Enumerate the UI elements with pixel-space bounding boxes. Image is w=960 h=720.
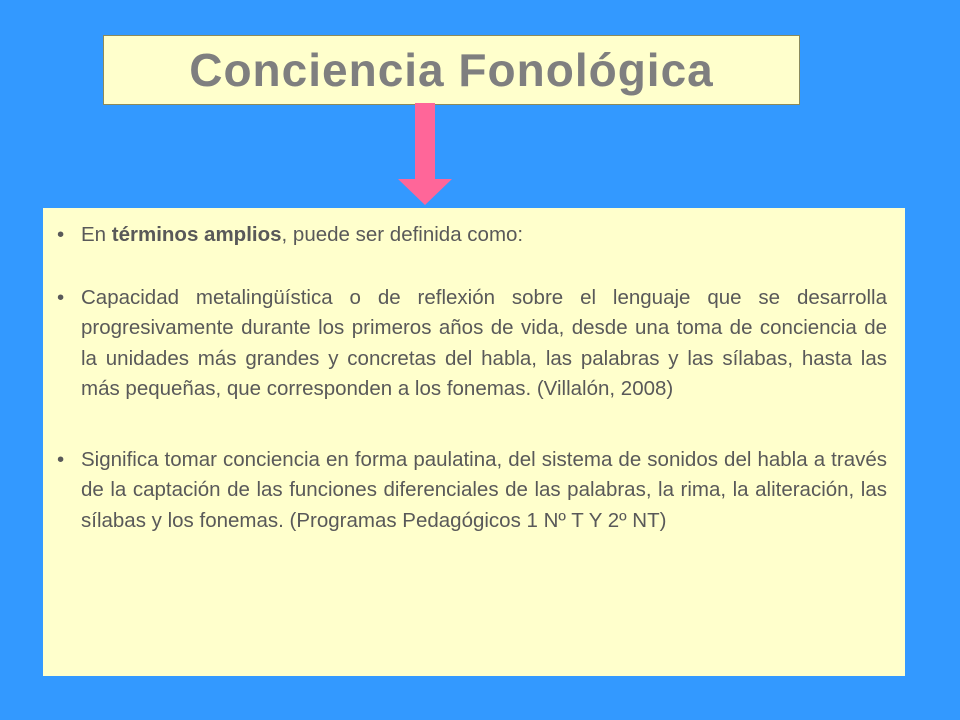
title-box (103, 35, 800, 105)
bullet-icon: • (57, 285, 65, 309)
intro-emphasis: términos amplios (111, 223, 282, 246)
bullet-icon: • (57, 223, 65, 246)
definition-programas-text: Significa tomar conciencia en forma paulatina, del sistema de sonidos del habla a través de la captación de las funciones diferenciales de las palabras, la rima, la aliteración, las sílabas y los fonemas. (Programas Pedagógicos 1 Nº T Y 2º NT) (81, 447, 887, 532)
intro-text-before: En (81, 223, 112, 246)
content-box (43, 208, 905, 676)
definition-villalon-text: Capacidad metalingüística o de reflexión sobre el lenguaje que se desarrolla progresivamente durante los primeros años de vida, desde una toma de conciencia de la unidades más grandes y concretas del habla, las palabras y las sílabas, hasta las más pequeñas, que corresponden a los fonemas. (Villalón, 2008) (81, 285, 887, 400)
bullet-item-definition-programas (57, 445, 887, 537)
bullet-icon: • (57, 447, 65, 471)
bullet-list (57, 220, 887, 536)
intro-text-after: , puede ser definida como: (281, 223, 524, 246)
down-arrow-icon (398, 103, 452, 205)
bullet-item-definition-intro (57, 220, 887, 251)
slide-title: Conciencia Fonológica (189, 44, 714, 96)
bullet-item-definition-villalon (57, 283, 887, 405)
